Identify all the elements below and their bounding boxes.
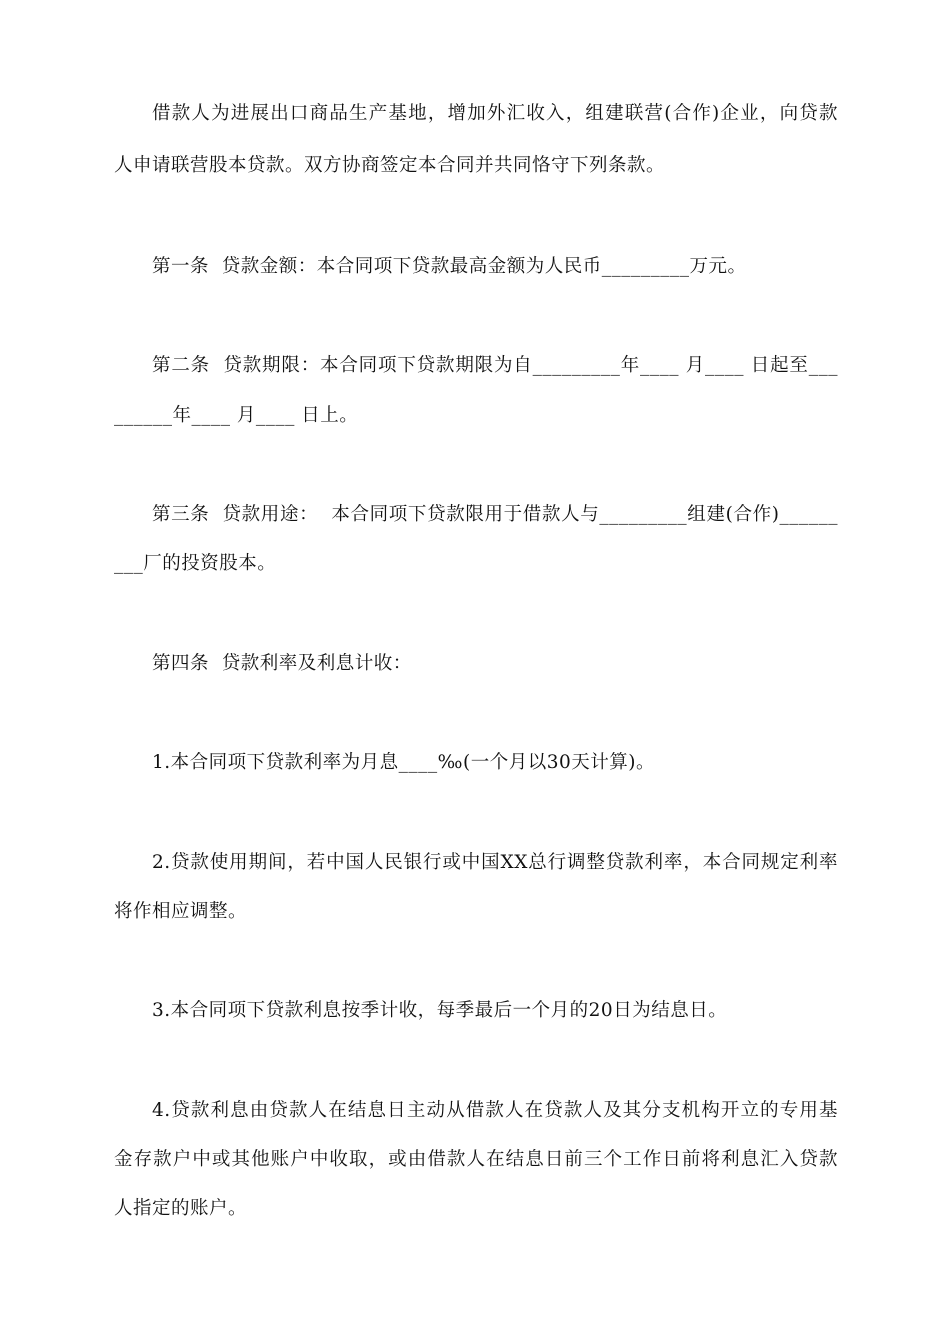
article-4-item-2-line-2: 将作相应调整。 [114, 901, 248, 922]
article-4-item-4-line-1: 4.贷款利息由贷款人在结息日主动从借款人在贷款人及其分支机构开立的专用基 [152, 1100, 838, 1121]
article-4-heading: 第四条 贷款利率及利息计收： [152, 653, 412, 674]
article-2-line-1: 第二条 贷款期限：本合同项下贷款期限为自_________年____ 月____ 日起至___ [152, 355, 838, 376]
article-2-line-2: ______年____ 月____ 日上。 [114, 405, 359, 426]
article-1-line-1: 第一条 贷款金额：本合同项下贷款最高金额为人民币_________万元。 [152, 256, 747, 277]
article-3-line-1: 第三条 贷款用途： 本合同项下贷款限用于借款人与_________组建(合作)______ [152, 504, 838, 525]
intro-line-1: 借款人为进展出口商品生产基地，增加外汇收入，组建联营(合作)企业，向贷款 [152, 103, 838, 124]
article-4-item-1: 1.本合同项下贷款利率为月息____‰(一个月以30天计算)。 [152, 752, 655, 773]
article-4-item-4-line-3: 人指定的账户。 [114, 1198, 248, 1219]
intro-line-2: 人申请联营股本贷款。双方协商签定本合同并共同恪守下列条款。 [114, 155, 666, 176]
article-4-item-3: 3.本合同项下贷款利息按季计收，每季最后一个月的20日为结息日。 [152, 1000, 728, 1021]
article-4-item-4-line-2: 金存款户中或其他账户中收取，或由借款人在结息日前三个工作日前将利息汇入贷款 [114, 1149, 838, 1170]
article-4-item-2-line-1: 2.贷款使用期间，若中国人民银行或中国XX总行调整贷款利率，本合同规定利率 [152, 852, 838, 873]
article-3-line-2: ___厂的投资股本。 [114, 553, 277, 574]
